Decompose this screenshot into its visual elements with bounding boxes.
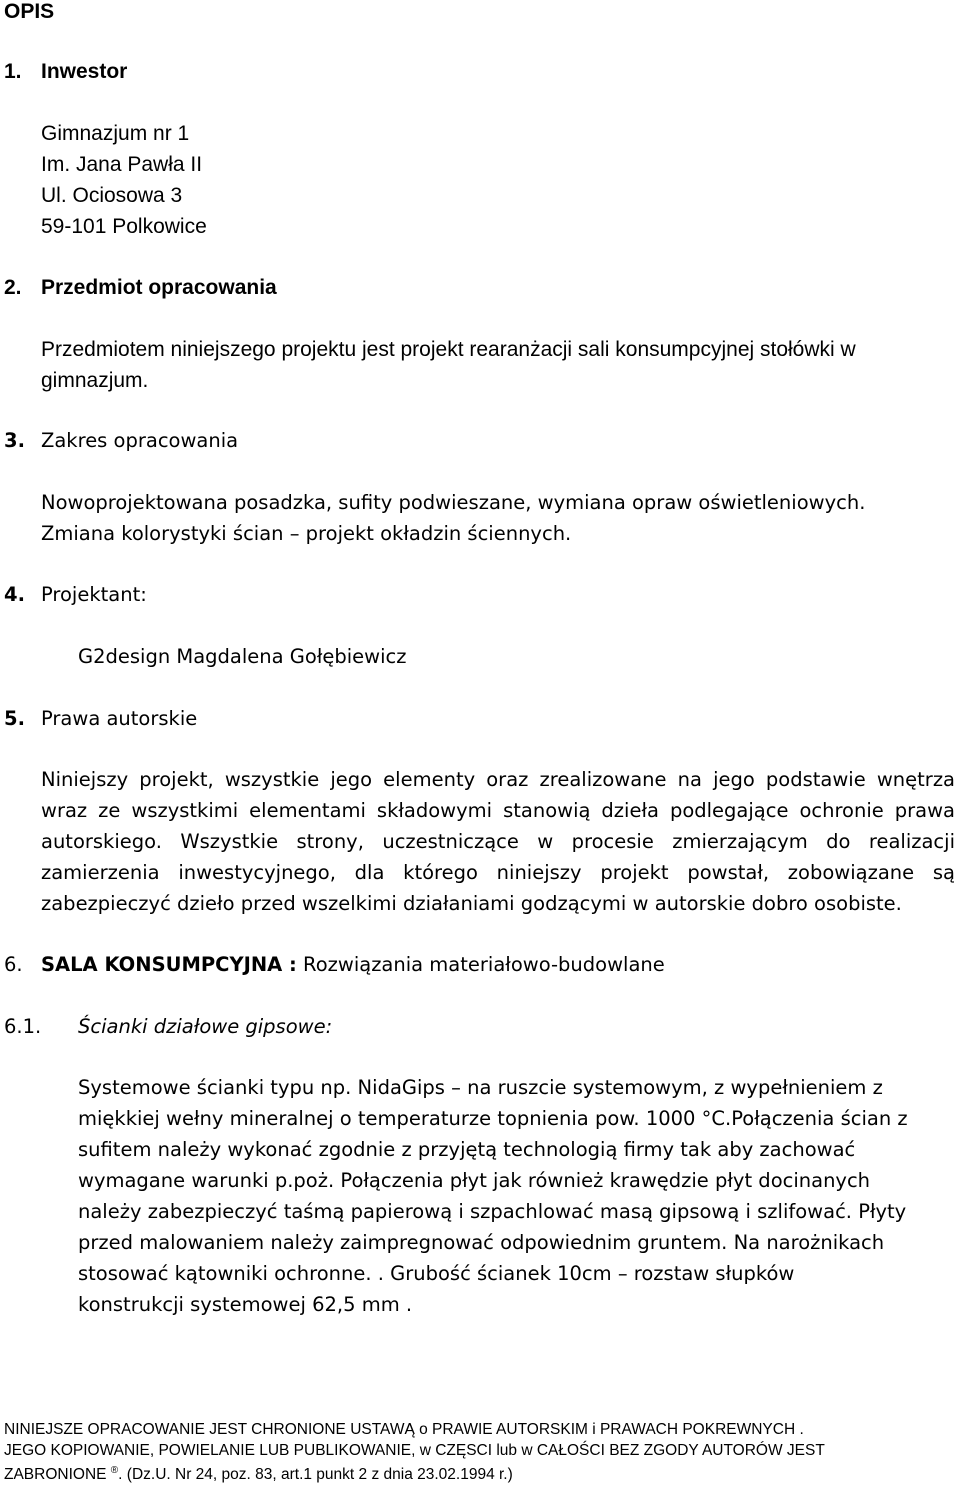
document-title: OPIS <box>4 0 55 23</box>
section-heading: Prawa autorskie <box>41 707 198 730</box>
registered-mark: ® <box>110 1465 119 1476</box>
subsection-body: Systemowe ścianki typu np. NidaGips – na ruszcie systemowym, z wypełnieniem z miękkiej wełny mineralnej o temperaturze topnienia pow. 1000 °C.Połączenia ścian z sufitem należy wykonać zgodnie z przyjętą technologią firmy tak aby zachować wymagane warunki p.poż. Połączenia płyt jak również krawędzie płyt docinanych należy zabezpieczyć taśmą papierową i szpachlować masą gipsową i szlifować. Płyty przed malowaniem należy zaimpregnować odpowiednim gruntem. Na narożnikach stosować kątowniki ochronne. . Grubość ścianek 10cm – rozstaw słupków konstrukcji systemowej 62,5 mm . <box>78 1076 908 1316</box>
section-heading: Projektant: <box>41 583 147 606</box>
section-heading: Inwestor <box>41 60 128 83</box>
section-number: 5. <box>4 707 25 730</box>
designer-name: G2design Magdalena Gołębiewicz <box>78 645 407 668</box>
footer-text: ZABRONIONE <box>4 1466 107 1484</box>
footer-line: NINIEJSZE OPRACOWANIE JEST CHRONIONE USTAWĄ o PRAWIE AUTORSKIM i PRAWACH POKREWNYCH . <box>4 1421 804 1438</box>
section-number: 6. <box>4 953 23 976</box>
section-number: 2. <box>4 276 22 299</box>
body-line: autorskiego. Wszystkie strony, uczestniczące w procesie zmierzającym do realizacji <box>41 830 955 853</box>
body-line: wraz ze wszystkimi elementami składowymi stanowią dzieła podlegające ochronie prawa <box>41 799 955 822</box>
footer-line: JEGO KOPIOWANIE, POWIELANIE LUB PUBLIKOWANIE, w CZĘSCI lub w CAŁOŚCI BEZ ZGODY AUTORÓW JEST <box>4 1442 825 1459</box>
section-heading <box>41 949 665 980</box>
section-heading: Zakres opracowania <box>41 429 239 452</box>
investor-line: Ul. Ociosowa 3 <box>41 184 183 207</box>
body-line: Nowoprojektowana posadzka, sufity podwieszane, wymiana opraw oświetleniowych. <box>41 491 866 514</box>
body-line: zabezpieczyć dzieło przed wszelkimi działaniami godzącymi w autorskie dobro osobiste. <box>41 892 902 915</box>
body-line: zamierzenia inwestycyjnego, dla którego niniejszy projekt powstał, zobowiązane są <box>41 861 955 884</box>
investor-line: Im. Jana Pawła II <box>41 153 203 176</box>
footer-line <box>4 1460 513 1485</box>
body-line: gimnazjum. <box>41 369 149 392</box>
section-number: 4. <box>4 583 25 606</box>
section-heading-rest: Rozwiązania materiałowo-budowlane <box>296 953 665 976</box>
body-line: Zmiana kolorystyki ścian – projekt okładzin ściennych. <box>41 522 572 545</box>
body-line: Przedmiotem niniejszego projektu jest projekt rearanżacji sali konsumpcyjnej stołówki w <box>41 338 856 361</box>
subsection-heading: Ścianki działowe gipsowe: <box>78 1015 333 1038</box>
section-heading-bold: SALA KONSUMPCYJNA : <box>41 953 297 976</box>
footer-text: . (Dz.U. Nr 24, poz. 83, art.1 punkt 2 z dnia 23.02.1994 r.) <box>118 1466 513 1484</box>
section-number: 3. <box>4 429 25 452</box>
investor-line: Gimnazjum nr 1 <box>41 122 190 145</box>
section-number: 1. <box>4 60 22 83</box>
section-heading: Przedmiot opracowania <box>41 276 277 299</box>
body-line: Niniejszy projekt, wszystkie jego elementy oraz zrealizowane na jego podstawie wnętrza <box>41 768 955 791</box>
subsection-number: 6.1. <box>4 1015 42 1038</box>
investor-line: 59-101 Polkowice <box>41 215 207 238</box>
